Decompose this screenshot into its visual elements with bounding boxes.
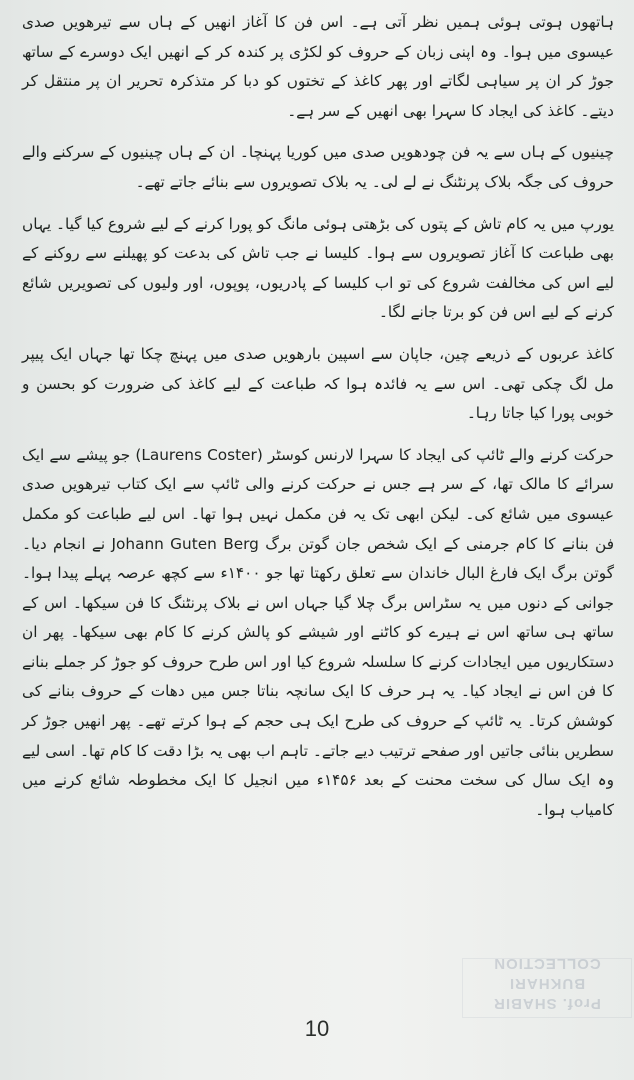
paragraph-paper-spain: کاغذ عربوں کے ذریعے چین، جاپان سے اسپین بارھویں صدی میں پہنچ چکا تھا جہاں ایک پیپر مل لگ چکی تھی۔ اس سے یہ فائدہ ہوا کہ طباعت کے لیے کاغذ کی ضرورت کو بحسن و خوبی پورا کیا جاتا رہا۔: [22, 344, 614, 423]
paragraph-europe: یورپ میں یہ کام تاش کے پتوں کی بڑھتی ہوئی مانگ کو پورا کرنے کے لیے شروع کیا گیا۔ یہاں بھی طباعت کا آغاز تصویروں سے ہوا۔ کلیسا نے جب تاش کی بدعت کو پھیلنے سے روکنے کے لیے اس کی مخالفت شروع کی تو اب کلیسا کے پادریوں، پوپوں، اور ولیوں کی تصویریں شائع کرنے کے لیے اس فن کو برتا جانے لگا۔: [22, 214, 614, 322]
library-stamp: [462, 955, 632, 1018]
paragraph-chinese-origin: ہاتھوں ہوتی ہوئی ہمیں نظر آتی ہے۔ اس فن کا آغاز انھیں کے ہاں سے تیرھویں صدی عیسوی میں ہوا۔ وہ اپنی زبان کے حروف کو لکڑی پر کندہ کر کے انھیں ایک دوسرے کے ساتھ جوڑ کر ان پر سیاہی لگاتے اور پھر کاغذ کے تختوں کو دبا کر متذکرہ تحریر ان پر منتقل کر دیتے۔ کاغذ کی ایجاد کا سہرا بھی انھیں کے سر ہے۔: [22, 13, 614, 120]
paragraph-movable-type: حرکت کرنے والے ٹائپ کی ایجاد کا سہرا لارنس کوسٹر (Laurens Coster) جو پیشے سے ایک سرائے کا مالک تھا، کے سر ہے جس نے حرکت کرنے والی ٹائپ سے ایک کتاب تیرھویں صدی عیسوی میں شائع کی۔ لیکن ابھی تک یہ فن مکمل نہیں ہوا تھا۔ اس لیے طباعت کو مکمل فن بنانے کا کام جرمنی کے ایک شخص جان گوتن برگ Johann Guten Berg نے انجام دیا۔ گوتن برگ ایک فارغ البال خاندان سے تعلق رکھتا تھا جو ۱۴۰۰ء سے کچھ عرصہ پہلے پیدا ہوا۔ جوانی کے دنوں میں یہ سٹراس برگ چلا گیا جہاں اس نے بلاک پرنٹنگ کا فن سیکھا۔ اس کے ساتھ ہی ساتھ اس نے ہیرے کو کاٹنے اور شیشے کو پالش کرنے کا کام بھی سیکھا۔ پھر ان دستکاریوں میں ایجادات کرنے کا سلسلہ شروع کیا اور اس طرح حروف کو جوڑ کر جملے بنانے کا فن اس نے ایجاد کیا۔ یہ ہر حرف کا ایک سانچہ بناتا جس میں دھات کے حروف بنانے کی کوشش کرتا۔ یہ ٹائپ کے حروف کی طرح ایک ہی حجم کے ہوا کرتے تھے۔ پھر انھیں جوڑ کر سطریں بنائی جاتیں اور صفحے ترتیب دیے جاتے۔ تاہم اب بھی یہ بڑا دقت کا کام تھا۔ اسی لیے وہ ایک سال کی سخت محنت کے بعد ۱۴۵۶ء میں انجیل کا ایک مخطوطہ شائع کرنے میں کامیاب ہوا۔: [22, 445, 615, 819]
paragraph-korea: چینیوں کے ہاں سے یہ فن چودھویں صدی میں کوریا پہنچا۔ ان کے ہاں چینیوں کے سرکنے والے حروف کی جگہ بلاک پرنٹنگ نے لے لی۔ یہ بلاک تصویروں سے بنائے جاتے تھے۔: [22, 143, 614, 191]
stamp-line-1: Prof. SHABIR BUKHARI: [493, 975, 601, 1012]
urdu-text-body: [22, 8, 614, 837]
page-number: 10: [304, 1016, 330, 1041]
stamp-line-2: COLLECTION: [493, 955, 601, 972]
